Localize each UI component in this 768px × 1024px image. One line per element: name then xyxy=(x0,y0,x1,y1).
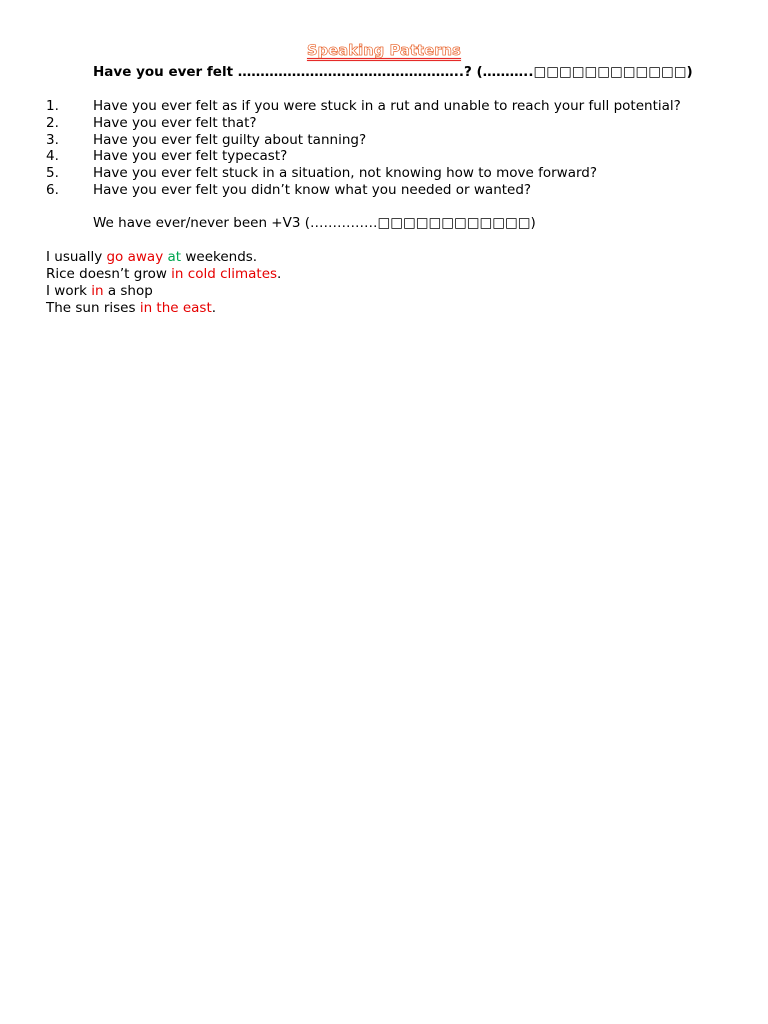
list-item xyxy=(46,115,681,132)
list-number: 4. xyxy=(46,148,59,165)
highlight-red: in the east xyxy=(139,300,212,316)
example-sentence xyxy=(46,300,281,317)
grammar-pattern-line: We have ever/never been +V3 (……………□□□□□□□□□□□□) xyxy=(93,215,536,231)
highlight-red: in cold climates xyxy=(171,266,278,282)
list-text: Have you ever felt as if you were stuck in a rut and unable to reach your full potential? xyxy=(93,98,681,114)
highlight-red: in xyxy=(91,283,104,299)
list-item xyxy=(46,165,681,182)
list-number: 1. xyxy=(46,98,59,114)
highlight-red: go away xyxy=(106,249,164,265)
list-number: 2. xyxy=(46,114,59,131)
list-number: 5. xyxy=(46,165,59,182)
example-text: . xyxy=(211,300,217,316)
example-sentence xyxy=(46,266,281,283)
example-text: weekends. xyxy=(181,249,258,265)
example-text: I usually xyxy=(46,249,107,265)
example-sentences xyxy=(46,249,281,317)
example-text: The sun rises xyxy=(46,300,140,316)
example-sentence xyxy=(46,249,281,266)
title-container xyxy=(0,43,768,59)
list-item xyxy=(46,132,681,149)
question-list xyxy=(46,98,681,199)
list-number: 6. xyxy=(46,181,59,198)
example-sentence xyxy=(46,283,281,300)
example-text: I work xyxy=(46,283,92,299)
list-item xyxy=(46,148,681,165)
list-text: Have you ever felt that? xyxy=(93,114,257,131)
list-text: Have you ever felt typecast? xyxy=(93,148,288,165)
example-text: Rice doesn’t grow xyxy=(46,266,172,282)
example-text: a shop xyxy=(103,283,153,299)
list-number: 3. xyxy=(46,131,59,148)
pattern-heading: Have you ever felt …………………………………………..? (………..□□□□□□□□□□□□) xyxy=(93,64,693,80)
list-text: Have you ever felt guilty about tanning? xyxy=(93,131,367,148)
list-text: Have you ever felt stuck in a situation, not knowing how to move forward? xyxy=(93,165,598,182)
example-text: . xyxy=(277,266,282,282)
page-title: Speaking Patterns xyxy=(306,43,462,59)
list-item xyxy=(46,98,681,115)
list-item xyxy=(46,182,681,199)
list-text: Have you ever felt you didn’t know what you needed or wanted? xyxy=(93,181,532,198)
highlight-green: at xyxy=(167,249,182,265)
